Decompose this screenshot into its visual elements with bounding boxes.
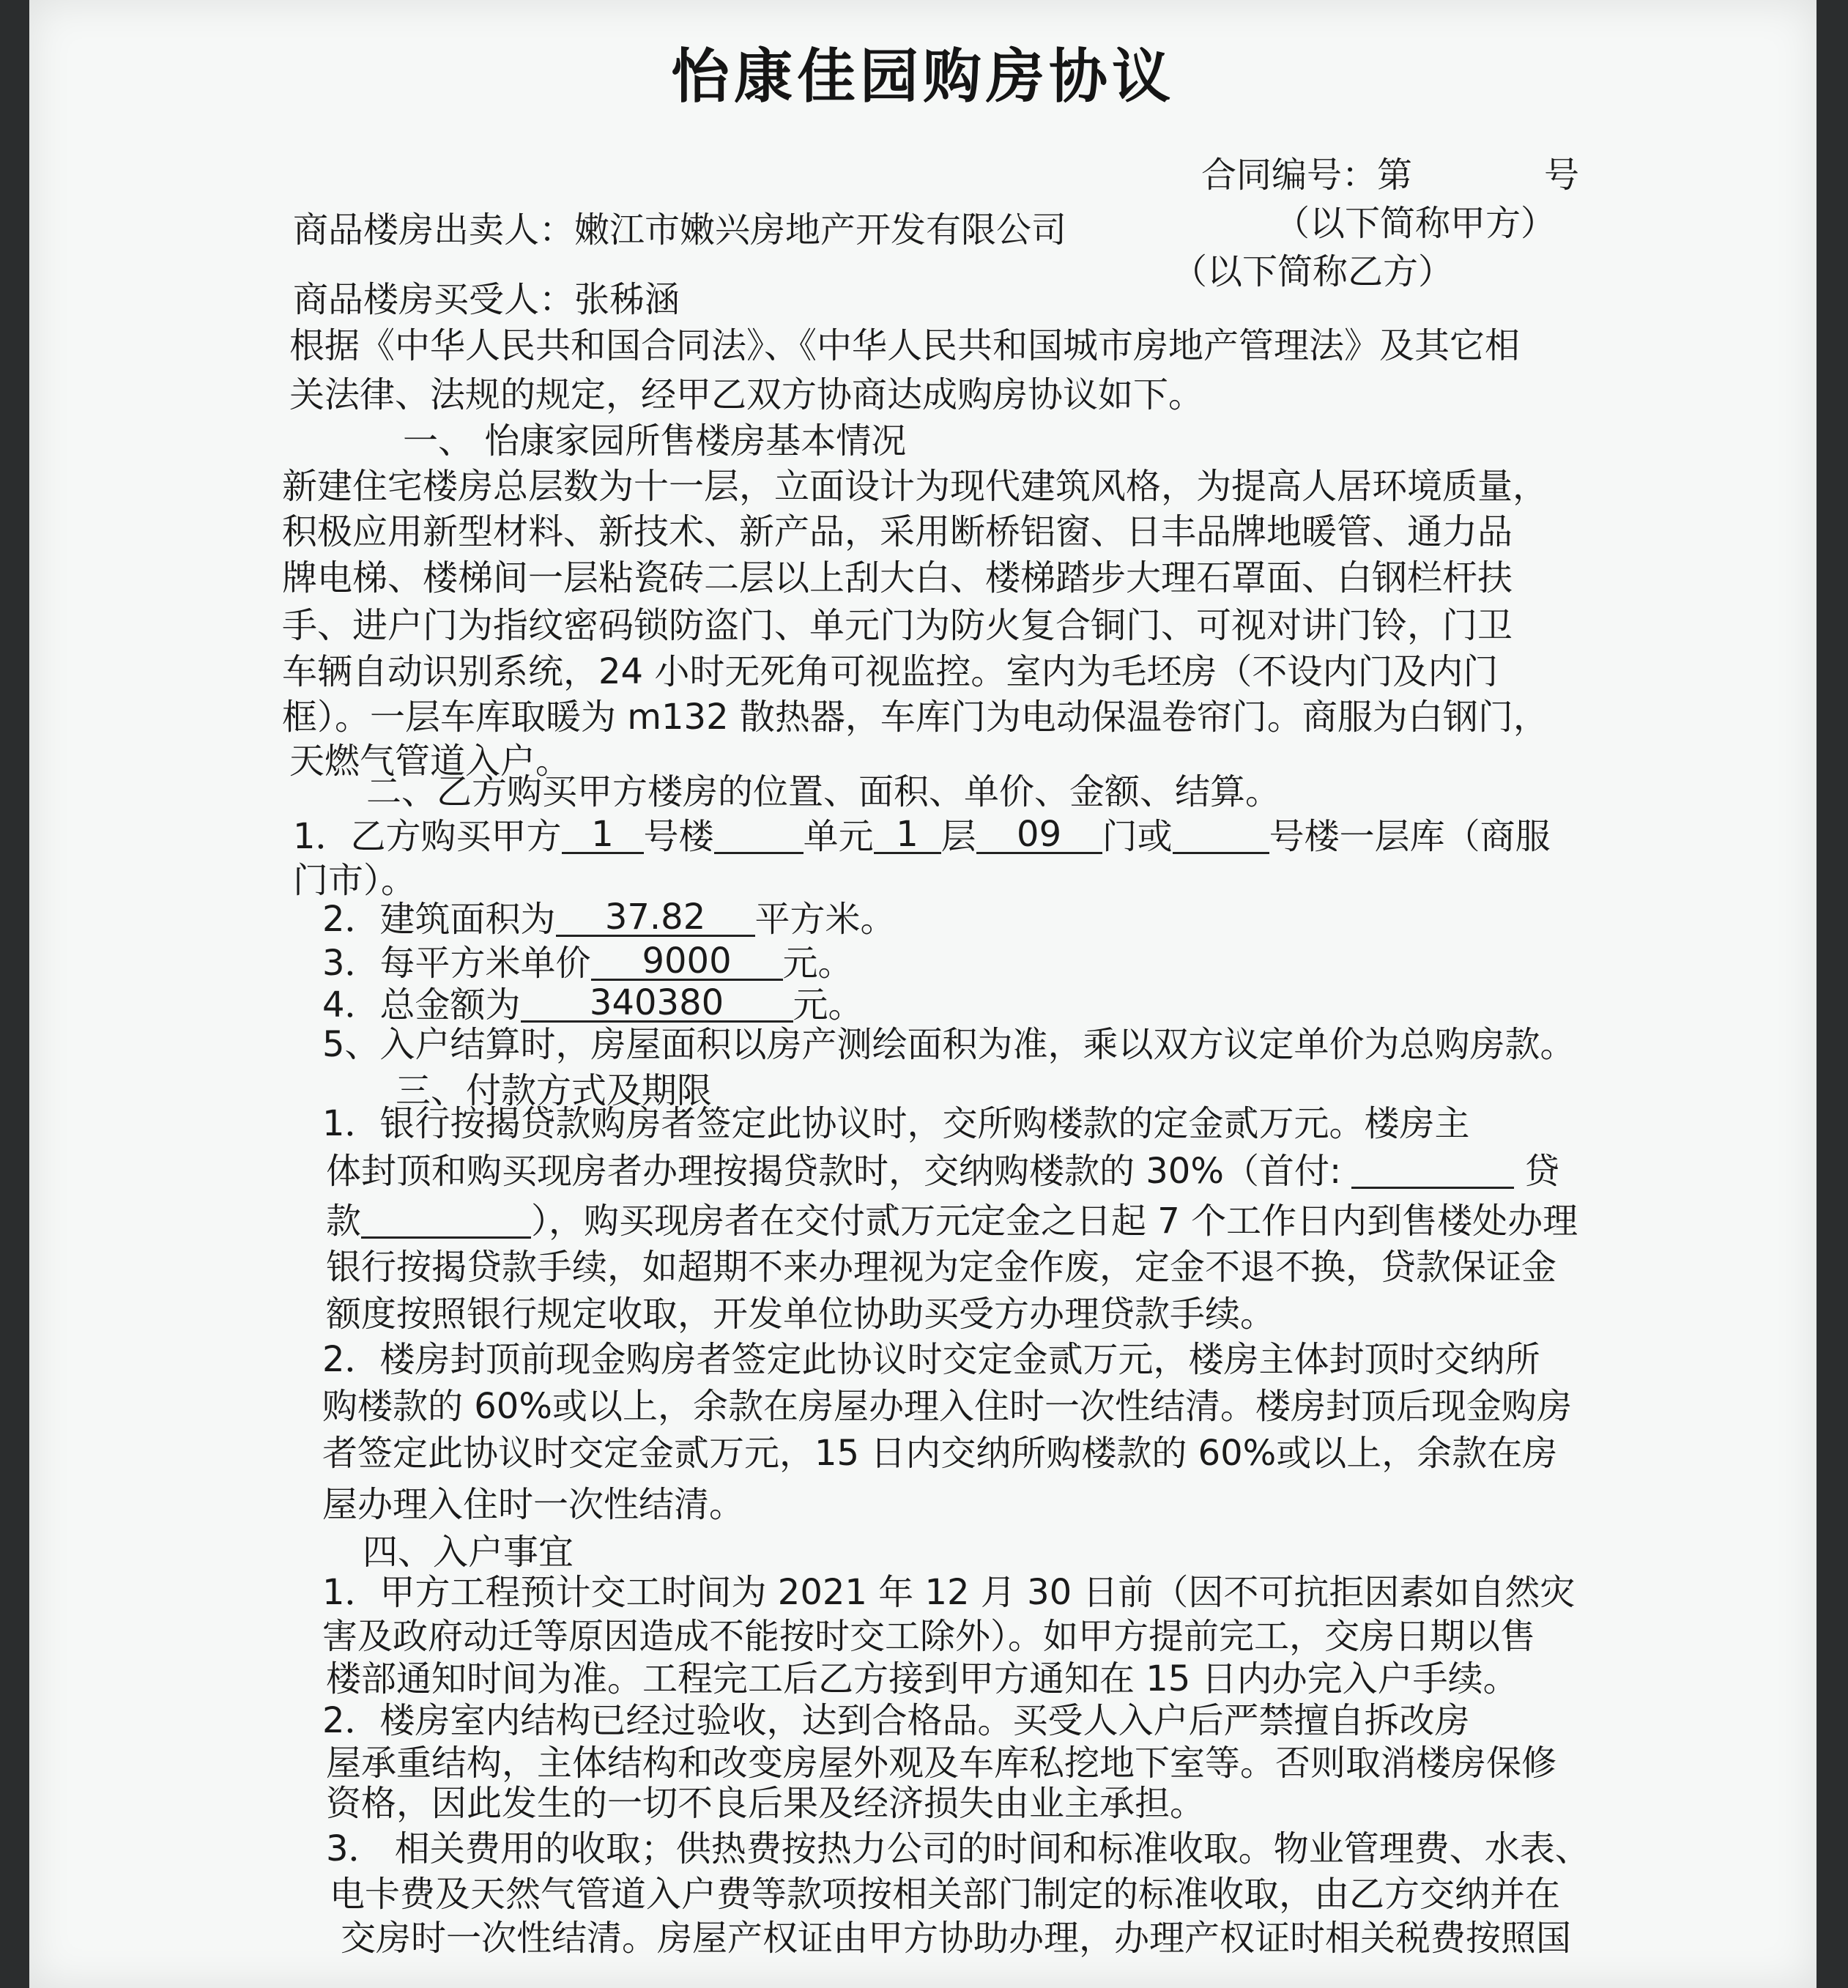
item1-text-5: 门或 [1102, 816, 1173, 857]
party-b-note: （以下简称乙方） [1172, 251, 1454, 292]
unit-price-label: 3．每平方米单价 [322, 943, 591, 984]
document-title: 怡康佳园购房协议 [671, 42, 1175, 111]
section1-line-3: 牌电梯、楼梯间一层粘瓷砖二层以上刮大白、楼梯踏步大理石罩面、白钢栏杆扶 [282, 557, 1513, 598]
buyer-line [293, 279, 680, 320]
seller-name: 嫩江市嫩兴房地产开发有限公司 [574, 209, 1067, 251]
area-value: 37.82 [556, 900, 755, 937]
party-a-note: （以下简称甲方） [1274, 203, 1556, 244]
unit-price-unit: 元。 [782, 943, 853, 984]
section3-line-1: 1．银行按揭贷款购房者签定此协议时，交所购楼款的定金贰万元。楼房主 [322, 1103, 1470, 1144]
section2-item1-cont: 门市）。 [293, 860, 417, 901]
section4-line-6: 资格，因此发生的一切不良后果及经济损失由业主承担。 [326, 1783, 1206, 1824]
section3-line-3-start: 款 [326, 1201, 362, 1242]
contract-number-suffix: 号 [1544, 155, 1580, 196]
section2-item4 [322, 982, 864, 1025]
section1-heading: 一、 怡康家园所售楼房基本情况 [403, 420, 907, 461]
section4-line-7: 3． 相关费用的收取；供热费按热力公司的时间和标准收取。物业管理费、水表、 [326, 1828, 1590, 1869]
contract-number-label: 合同编号：第 [1201, 155, 1413, 196]
section3-line-7: 购楼款的 60%或以上，余款在房屋办理入住时一次性结清。楼房封顶后现金购房 [322, 1386, 1572, 1427]
building-number: 1 [562, 817, 644, 854]
section2-item5: 5、入户结算时，房屋面积以房产测绘面积为准，乘以双方议定单价为总购房款。 [322, 1024, 1576, 1065]
section3-line-8: 者签定此协议时交定金贰万元，15 日内交纳所购楼款的 60%或以上，余款在房 [322, 1433, 1558, 1474]
total-unit: 元。 [793, 984, 864, 1025]
section4-line-3: 楼部通知时间为准。工程完工后乙方接到甲方通知在 15 日内办完入户手续。 [326, 1658, 1518, 1699]
section3-line-6: 2．楼房封顶前现金购房者签定此协议时交定金贰万元，楼房主体封顶时交纳所 [322, 1339, 1540, 1380]
area-unit: 平方米。 [754, 899, 896, 940]
unit-price-value: 9000 [591, 943, 783, 981]
section3-line-3-text: ），购买现房者在交付贰万元定金之日起 7 个工作日内到售楼处办理 [531, 1201, 1578, 1242]
unit-number [714, 817, 804, 854]
total-label: 4．总金额为 [322, 984, 521, 1025]
contract-page [29, 0, 1817, 1988]
section4-line-4: 2．楼房室内结构已经过验收，达到合格品。买受人入户后严禁擅自拆改房 [322, 1700, 1470, 1741]
door-number: 09 [976, 817, 1102, 854]
section3-line-9: 屋办理入住时一次性结清。 [322, 1484, 745, 1525]
total-value: 340380 [521, 985, 793, 1023]
item1-text-1: 1．乙方购买甲方 [293, 816, 562, 857]
garage-building-number [1173, 817, 1269, 854]
section2-item1 [293, 814, 1551, 857]
section3-line-2-text: 体封顶和购买现房者办理按揭贷款时，交纳购楼款的 30%（首付: [326, 1151, 1342, 1192]
section1-line-5: 车辆自动识别系统，24 小时无死角可视监控。室内为毛坯房（不设内门及内门 [282, 651, 1499, 692]
section4-line-5: 屋承重结构，主体结构和改变房屋外观及车库私挖地下室等。否则取消楼房保修 [326, 1743, 1557, 1784]
section3-line-4: 银行按揭贷款手续，如超期不来办理视为定金作废，定金不退不换，贷款保证金 [326, 1247, 1557, 1288]
section3-line-2 [326, 1151, 1560, 1192]
buyer-label: 商品楼房买受人： [293, 279, 575, 320]
seller-label: 商品楼房出卖人： [293, 209, 575, 251]
section1-line-4: 手、进户门为指纹密码锁防盗门、单元门为防火复合铜门、可视对讲门铃，门卫 [282, 605, 1513, 646]
down-payment-blank [1351, 1151, 1514, 1189]
section1-line-1: 新建住宅楼房总层数为十一层，立面设计为现代建筑风格，为提高人居环境质量， [282, 466, 1548, 507]
seller-line [293, 209, 1067, 251]
section2-heading: 二、乙方购买甲方楼房的位置、面积、单价、金额、结算。 [366, 771, 1281, 812]
section3-line-2-end: 贷 [1524, 1151, 1560, 1192]
section2-item2 [322, 897, 896, 940]
intro-line-1: 根据《中华人民共和国合同法》、《中华人民共和国城市房地产管理法》及其它相 [289, 325, 1521, 366]
item1-text-3: 单元 [803, 816, 874, 857]
floor-number: 1 [874, 817, 941, 854]
section3-heading: 三、付款方式及期限 [396, 1070, 713, 1111]
section4-line-9: 交房时一次性结清。房屋产权证由甲方协助办理，办理产权证时相关税费按照国 [341, 1918, 1572, 1959]
section1-line-7: 天燃气管道入户。 [289, 741, 571, 782]
intro-line-2: 关法律、法规的规定，经甲乙双方协商达成购房协议如下。 [289, 374, 1204, 415]
item1-text-6: 号楼一层库（商服 [1269, 816, 1551, 857]
section4-heading: 四、入户事宜 [363, 1532, 574, 1573]
section4-line-2: 害及政府动迁等原因造成不能按时交工除外）。如甲方提前完工，交房日期以售 [322, 1616, 1536, 1657]
contract-number [1201, 146, 1579, 197]
item1-text-4: 层 [940, 816, 976, 857]
section2-item3 [322, 941, 853, 984]
section1-line-2: 积极应用新型材料、新技术、新产品，采用断桥铝窗、日丰品牌地暖管、通力品 [282, 511, 1513, 552]
section3-line-5: 额度按照银行规定收取，开发单位协助买受方办理贷款手续。 [326, 1294, 1276, 1335]
section3-line-3 [326, 1201, 1578, 1242]
section4-line-8: 电卡费及天然气管道入户费等款项按相关部门制定的标准收取，由乙方交纳并在 [330, 1874, 1561, 1915]
section4-line-1: 1．甲方工程预计交工时间为 2021 年 12 月 30 日前（因不可抗拒因素如自然灾 [322, 1572, 1576, 1613]
loan-amount-blank [361, 1201, 531, 1239]
area-label: 2．建筑面积为 [322, 899, 556, 940]
buyer-name: 张秭涵 [574, 279, 680, 320]
section1-line-6: 框）。一层车库取暖为 m132 散热器，车库门为电动保温卷帘门。商服为白钢门， [282, 697, 1548, 738]
item1-text-2: 号楼 [643, 816, 714, 857]
